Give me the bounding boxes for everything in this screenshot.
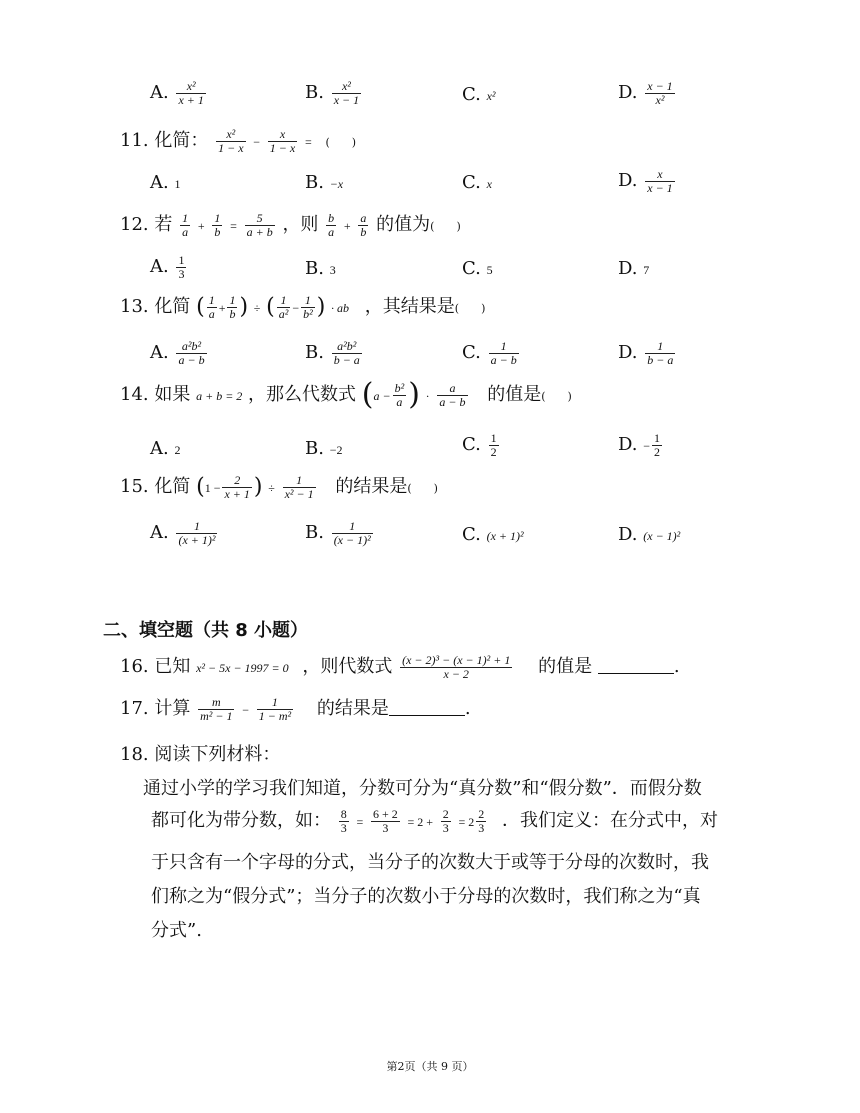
fraction: $\frac{8}{3}$ (340, 806, 347, 835)
question-11: 11. 化简： $\frac{\text{x²}}{1 - x}$ − $\frac{x}{1 - x}$ = ( ) (120, 126, 357, 155)
answer-blank[interactable] (598, 657, 674, 674)
paragraph-line: 分式”. (151, 920, 202, 941)
q15-option-d: D. (x − 1)² (618, 524, 681, 545)
fraction: $\frac{2}{x + 1}$ (224, 472, 250, 501)
fraction: $\frac{x - 1}{\text{x²}}$ (647, 79, 673, 107)
fraction: $\frac{\text{x²}}{x - 1}$ (333, 79, 360, 107)
fraction: $\frac{1}{b}$ (214, 210, 221, 239)
q15-option-c: C. (x + 1)² (462, 524, 524, 545)
fraction: $\frac{2}{3}$ (478, 806, 485, 835)
q13-option-c: C. $\frac{1}{a - b}$ (462, 339, 517, 367)
question-18-title: 18. 阅读下列材料： (120, 744, 281, 765)
fraction: $\frac{\text{x²}}{1 - x}$ (218, 126, 244, 155)
fraction: $\frac{1}{\text{a²}}$ (278, 292, 289, 321)
question-17: 17. 计算 $\frac{m}{\text{m² − 1}}$ − $\frac{1}{\text{1 − m²}}$ 的结果是 . (120, 694, 471, 723)
paragraph-line: 通过小学的学习我们知道，分数可分为“真分数”和“假分数”．而假分数 (143, 778, 702, 799)
fraction: $\frac{1}{\text{(x − 1)²}}$ (333, 519, 371, 547)
q11-option-a: A. 1 (150, 172, 181, 193)
q14-option-a: A. 2 (150, 438, 181, 459)
answer-paren: ( ) (407, 482, 438, 495)
fraction: $\frac{a}{b}$ (360, 210, 367, 239)
question-15: 15. 化简 (1 − $\frac{2}{x + 1}$ ) ÷ $\frac{1}{\text{x² − 1}}$ 的结果是( ) (120, 472, 438, 501)
fraction: $\frac{\text{a²b²}}{b - a}$ (333, 339, 360, 367)
q14-option-b: B. −2 (305, 438, 343, 459)
fraction: $\frac{1}{a}$ (208, 292, 215, 321)
fraction: $\frac{a}{a - b}$ (439, 380, 466, 409)
q15-option-a: A. $\frac{1}{\text{(x + 1)²}}$ (150, 519, 216, 547)
q14-option-c: C. $\frac{1}{2}$ (462, 431, 497, 459)
question-14: 14. 如果 a + b = 2 ，那么代数式 (a − $\frac{\text{b²}}{a}$ ) · $\frac{a}{a - b}$ 的值是( ) (120, 377, 572, 412)
fraction: $\frac{1}{b}$ (229, 292, 236, 321)
q13-option-a: A. $\frac{\text{a²b²}}{a - b}$ (150, 339, 205, 367)
q11-option-c: C. x (462, 172, 492, 193)
q10-option-a: A. $\frac{\text{x²}}{x + 1}$ (150, 79, 204, 107)
fraction: $\frac{1}{\text{b²}}$ (303, 292, 313, 321)
fraction: $\frac{1}{b - a}$ (647, 339, 674, 367)
answer-paren: ( ) (430, 220, 461, 233)
section-heading: 二、填空题（共 8 小题） (103, 620, 309, 641)
answer-paren: ( ) (541, 390, 572, 403)
fraction: $\frac{1}{a}$ (182, 210, 189, 239)
q10-option-c: C. x² (462, 84, 496, 105)
q11-option-d: D. $\frac{x}{x - 1}$ (618, 167, 673, 195)
question-13: 13. 化简 ( $\frac{1}{a}$ + $\frac{1}{b}$ ) ÷ ( $\frac{1}{\text{a²}}$ − $\frac{1}{\text{b²}}$ ) · ab ，其结果是( ) (120, 292, 486, 321)
fraction: $\frac{x}{1 - x}$ (269, 126, 296, 155)
fraction: $\frac{\text{b²}}{a}$ (394, 380, 405, 409)
fraction: $\frac{2}{3}$ (442, 806, 449, 835)
answer-blank[interactable] (389, 699, 465, 716)
answer-paren: ( ) (325, 136, 357, 149)
fraction: $\frac{\text{(x − 2)³ − (x − 1)² + 1}}{x - 2}$ (402, 652, 511, 681)
fraction: $\frac{\text{x²}}{x + 1}$ (178, 79, 204, 107)
fraction: $\frac{1}{3}$ (178, 253, 185, 281)
q13-option-b: B. $\frac{\text{a²b²}}{b - a}$ (305, 339, 360, 367)
q10-option-d: D. $\frac{x - 1}{\text{x²}}$ (618, 79, 673, 107)
q13-option-d: D. $\frac{1}{b - a}$ (618, 339, 674, 367)
fraction: $\frac{1}{\text{1 − m²}}$ (258, 694, 292, 723)
q11-option-b: B. −x (305, 172, 344, 193)
q12-option-b: B. 3 (305, 258, 336, 279)
fraction: $\frac{1}{2}$ (490, 431, 497, 459)
fraction: $\frac{1}{\text{x² − 1}}$ (284, 472, 314, 501)
fraction: $\frac{1}{a - b}$ (490, 339, 517, 367)
q15-option-b: B. $\frac{1}{\text{(x − 1)²}}$ (305, 519, 371, 547)
paragraph-line: 于只含有一个字母的分式，当分子的次数大于或等于分母的次数时，我 (151, 852, 709, 873)
fraction: $\frac{x}{x - 1}$ (647, 167, 673, 195)
page-footer: 第2页（共 9 页） (386, 1060, 474, 1073)
fraction: $\frac{5}{a + b}$ (246, 210, 273, 239)
fraction: $\frac{m}{\text{m² − 1}}$ (200, 694, 233, 723)
answer-paren: ( ) (454, 302, 486, 315)
q10-option-b: B. $\frac{\text{x²}}{x - 1}$ (305, 79, 360, 107)
q12-option-a: A. $\frac{1}{3}$ (150, 253, 185, 281)
fraction: $\frac{\text{a²b²}}{a - b}$ (178, 339, 205, 367)
fraction: $\frac{b}{a}$ (328, 210, 335, 239)
fraction: $\frac{1}{\text{(x + 1)²}}$ (178, 519, 216, 547)
q14-option-d: D. − $\frac{1}{2}$ (618, 431, 661, 459)
fraction: $\frac{6 + 2}{3}$ (372, 806, 398, 835)
question-12: 12. 若 $\frac{1}{a}$ + $\frac{1}{b}$ = $\frac{5}{a + b}$ ，则 $\frac{b}{a}$ + $\frac{a}{b}$ 的值为( ) (120, 210, 461, 239)
fraction: $\frac{1}{2}$ (654, 431, 661, 459)
paragraph-line-with-equation: 都可化为带分数，如： $\frac{8}{3}$ = $\frac{6 + 2}{3}$ = 2 + $\frac{2}{3}$ = 2 $\frac{2}{3}$ ．我们定义：在分式中，对 (151, 806, 719, 835)
q12-option-d: D. 7 (618, 258, 650, 279)
paragraph-line: 们称之为“假分式”；当分子的次数小于分母的次数时，我们称之为“真 (151, 886, 701, 907)
q12-option-c: C. 5 (462, 258, 493, 279)
question-16: 16. 已知 x² − 5x − 1997 = 0 ，则代数式 $\frac{\text{(x − 2)³ − (x − 1)² + 1}}{x - 2}$ 的值是 . (120, 652, 680, 681)
